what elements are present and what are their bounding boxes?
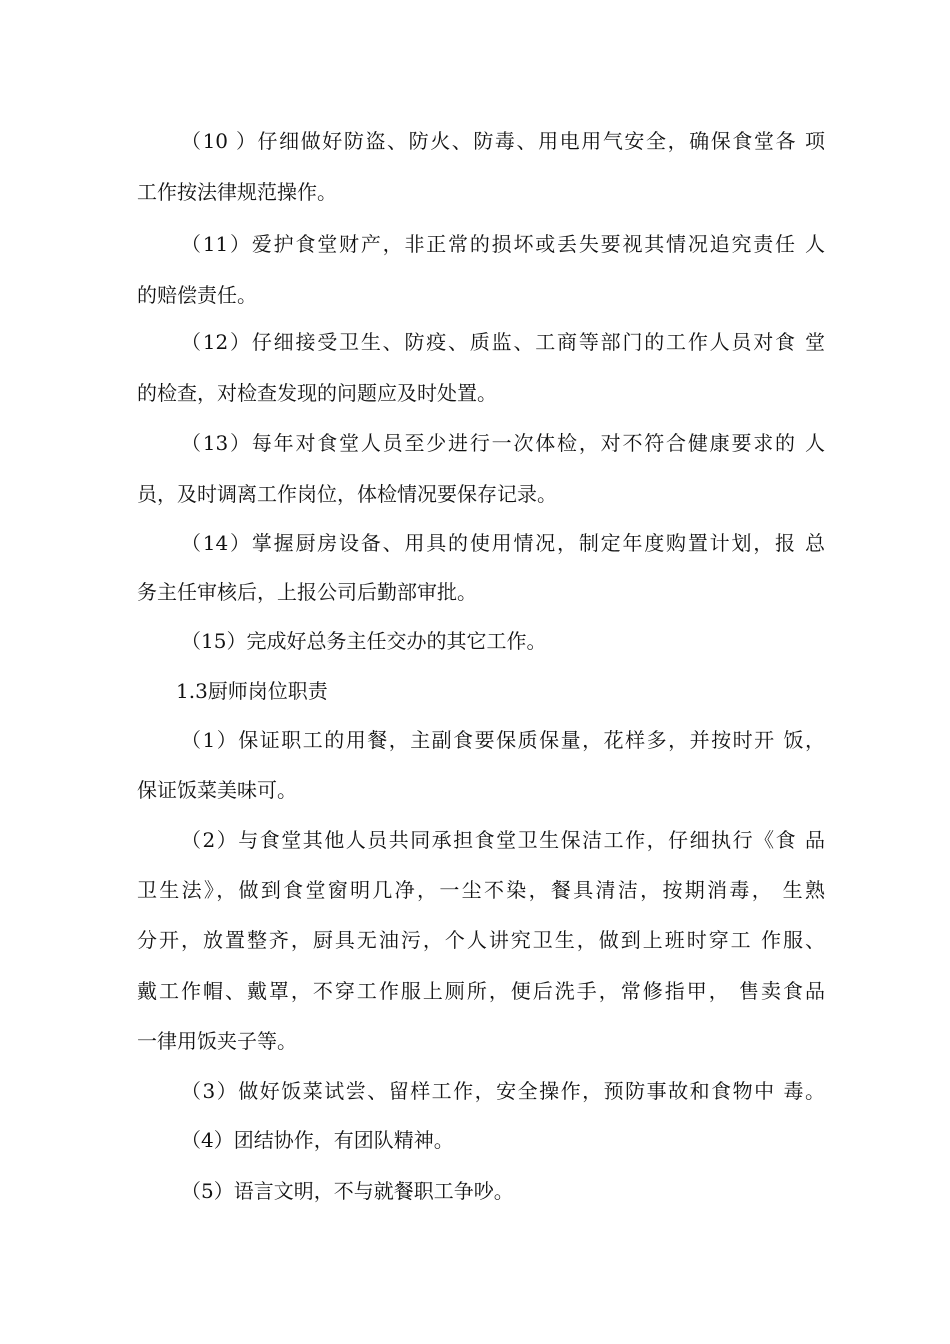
paragraph-line: 工作按法律规范操作。 [137, 180, 337, 204]
paragraph-line: （13）每年对食堂人员至少进行一次体检，对不符合健康要求的 人 [181, 431, 825, 455]
paragraph-line: （14）掌握厨房设备、用具的使用情况，制定年度购置计划，报 总 [181, 531, 825, 555]
paragraph-line: 分开，放置整齐，厨具无油污，个人讲究卫生，做到上班时穿工 作服、 [137, 928, 825, 952]
paragraph-line: 务主任审核后，上报公司后勤部审批。 [137, 580, 477, 604]
paragraph-line: 戴工作帽、戴罩，不穿工作服上厕所，便后洗手，常修指甲， 售卖食品 [137, 979, 825, 1003]
section-heading: 1.3厨师岗位职责 [176, 679, 328, 703]
paragraph-line: （11）爱护食堂财产，非正常的损坏或丢失要视其情况追究责任 人 [181, 232, 825, 256]
paragraph-line: （10 ）仔细做好防盗、防火、防毒、用电用气安全，确保食堂各 项 [181, 129, 825, 153]
paragraph-line: 的检查，对检查发现的问题应及时处置。 [137, 381, 497, 405]
paragraph-line: （15）完成好总务主任交办的其它工作。 [181, 629, 547, 653]
paragraph-line: （12）仔细接受卫生、防疫、质监、工商等部门的工作人员对食 堂 [181, 330, 825, 354]
paragraph-line: （3）做好饭菜试尝、留样工作，安全操作，预防事故和食物中 毒。 [181, 1079, 825, 1103]
paragraph-line: 卫生法》，做到食堂窗明几净，一尘不染，餐具清洁，按期消毒， 生熟 [137, 878, 825, 902]
paragraph-line: （2）与食堂其他人员共同承担食堂卫生保洁工作，仔细执行《食 品 [181, 828, 825, 852]
paragraph-line: 一律用饭夹子等。 [137, 1029, 297, 1053]
paragraph-line: 的赔偿责任。 [137, 283, 257, 307]
paragraph-line: （5）语言文明，不与就餐职工争吵。 [181, 1179, 514, 1203]
paragraph-line: 员，及时调离工作岗位，体检情况要保存记录。 [137, 482, 557, 506]
paragraph-line: （4）团结协作，有团队精神。 [181, 1128, 454, 1152]
paragraph-line: 保证饭菜美味可。 [137, 778, 297, 802]
paragraph-line: （1）保证职工的用餐，主副食要保质保量，花样多，并按时开 饭， [181, 728, 825, 752]
